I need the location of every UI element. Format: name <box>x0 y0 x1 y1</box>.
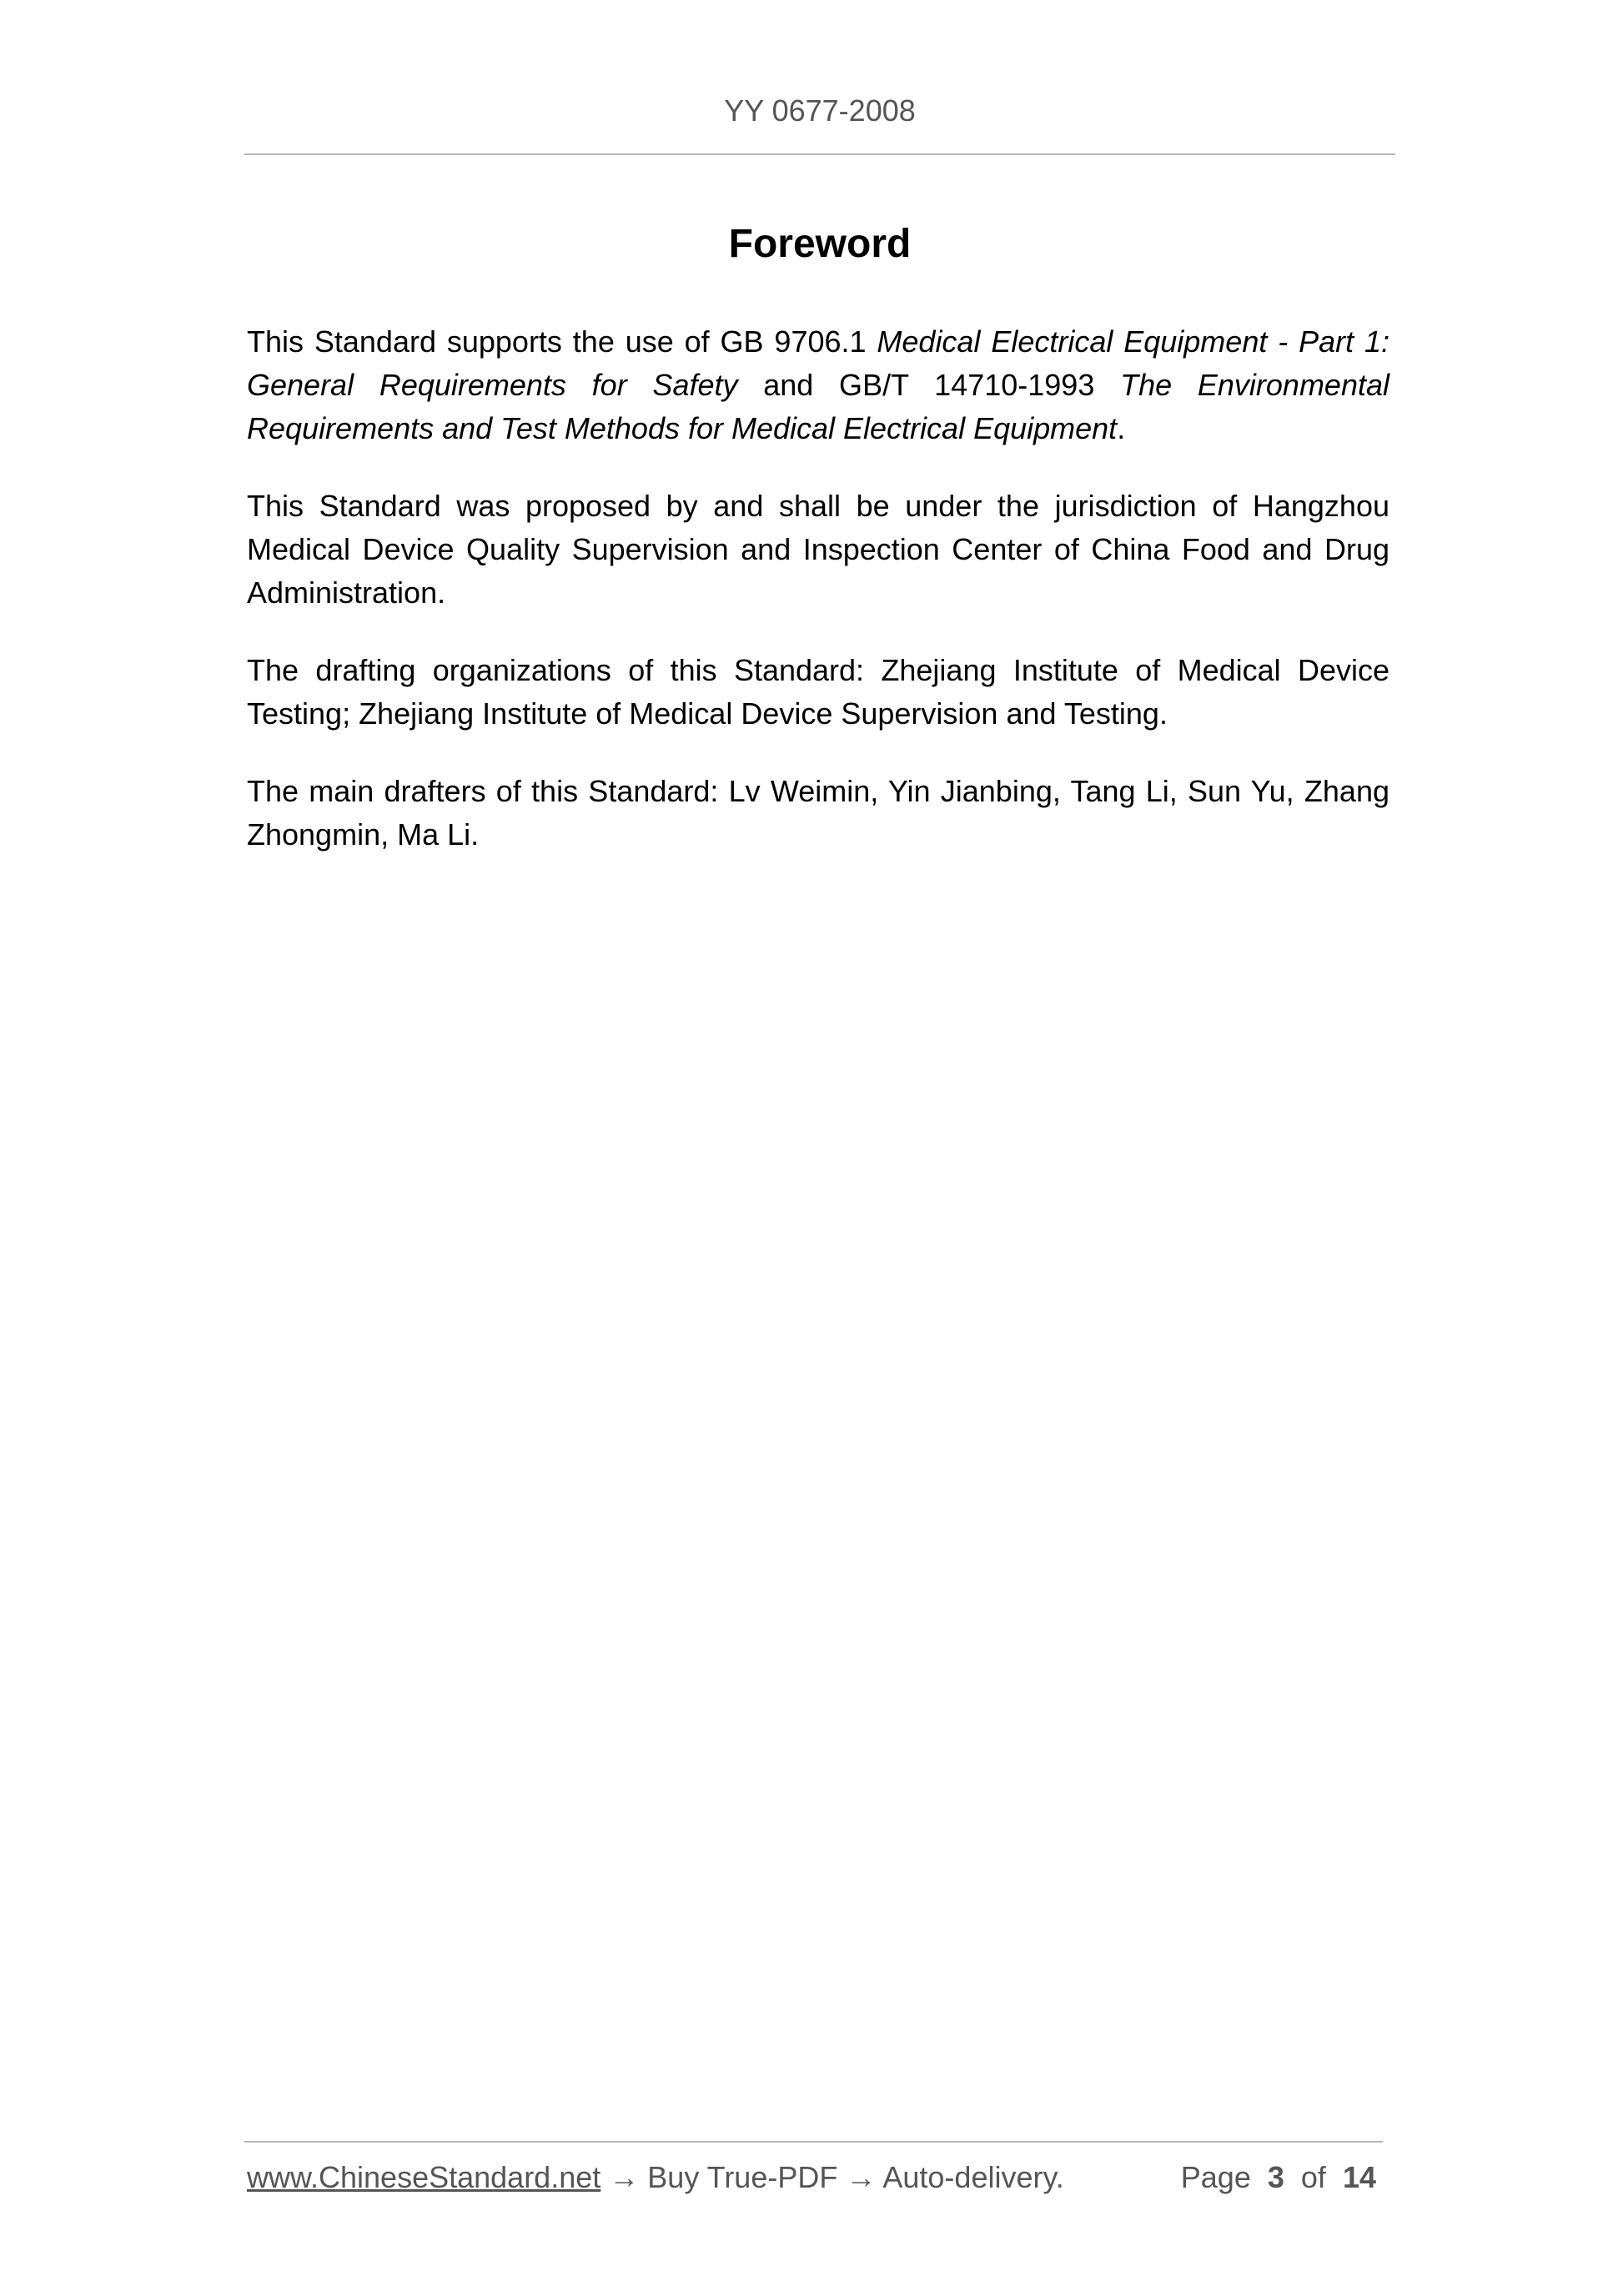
page-label: Page <box>1180 2160 1251 2194</box>
paragraph-drafting-organizations: The drafting organizations of this Standard: Zhejiang Institute of Medical Device Testing; Zhejiang Institute of Medical Device Supervision and Testing. <box>247 653 1389 731</box>
footer-divider <box>244 2141 1383 2143</box>
document-code-header: YY 0677-2008 <box>724 93 916 128</box>
page-title: Foreword <box>728 222 912 266</box>
page-current: 3 <box>1267 2160 1284 2194</box>
arrow-right-icon: → <box>846 2160 877 2194</box>
buy-pdf-text: Buy True-PDF <box>647 2160 838 2194</box>
paragraph-jurisdiction: This Standard was proposed by and shall be under the jurisdiction of Hangzhou Medical Device Quality Supervision and Inspection Center of China Food and Drug Administration. <box>247 489 1389 610</box>
paragraph-scope-text-1: This Standard supports the use of GB 9706.1 <box>247 324 877 359</box>
paragraph-scope-italic-title-1: Medical Electrical Equipment - Part 1: General Requirements for Safety <box>247 324 1389 402</box>
of-label: of <box>1300 2160 1326 2194</box>
header-divider <box>244 153 1395 155</box>
auto-delivery-text: Auto-delivery. <box>882 2160 1064 2194</box>
paragraph-scope-italic-title-2: The Environmental Requirements and Test Methods for Medical Electrical Equipment <box>247 368 1389 445</box>
paragraph-scope <box>247 320 1389 450</box>
footer-promo <box>247 2160 1064 2195</box>
website-link[interactable]: www.ChineseStandard.net <box>247 2160 601 2194</box>
paragraph-drafters: The main drafters of this Standard: Lv Weimin, Yin Jianbing, Tang Li, Sun Yu, Zhang Zhongmin, Ma Li. <box>247 774 1389 852</box>
page-total: 14 <box>1342 2160 1376 2194</box>
paragraph-scope-text-3: . <box>1117 411 1126 445</box>
arrow-right-icon: → <box>609 2160 640 2194</box>
page-number <box>1181 2160 1376 2195</box>
page-footer <box>247 2160 1383 2202</box>
paragraph-scope-text-2: and GB/T 14710-1993 <box>737 368 1121 402</box>
foreword-body <box>247 320 1389 891</box>
